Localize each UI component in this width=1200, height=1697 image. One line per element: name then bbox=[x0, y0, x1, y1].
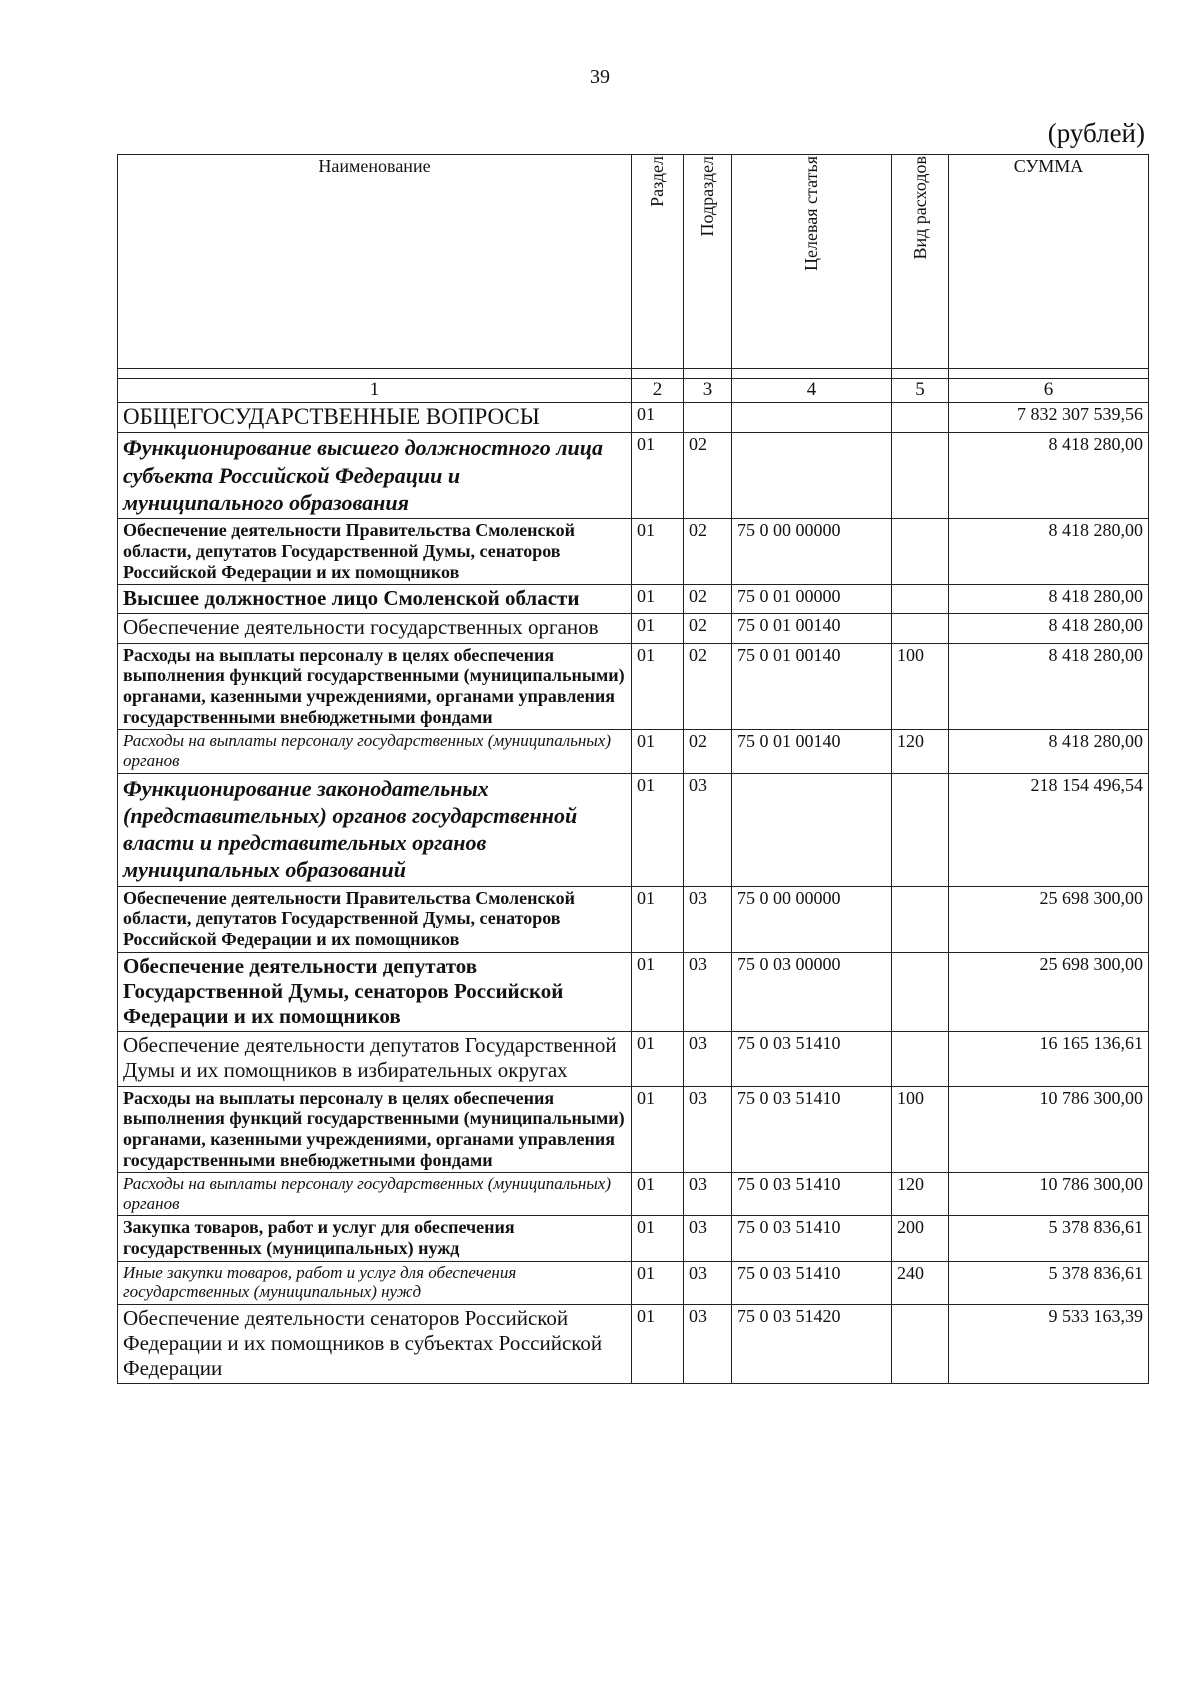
row-name: Обеспечение деятельности Правительства Смоленской области, депутатов Государственной Думы, сенаторов Российской Федерации и их помощников bbox=[118, 519, 632, 585]
row-sum: 25 698 300,00 bbox=[949, 952, 1149, 1032]
table-row bbox=[118, 1304, 1149, 1384]
row-expense-type: 100 bbox=[892, 643, 949, 730]
row-sum: 25 698 300,00 bbox=[949, 886, 1149, 952]
row-section: 01 bbox=[632, 730, 684, 773]
row-expense-type bbox=[892, 1032, 949, 1086]
row-expense-type bbox=[892, 886, 949, 952]
row-section: 01 bbox=[632, 614, 684, 643]
row-target-article: 75 0 03 51410 bbox=[732, 1261, 892, 1304]
column-number: 2 bbox=[632, 379, 684, 403]
row-subsection: 02 bbox=[684, 519, 732, 585]
row-target-article: 75 0 01 00140 bbox=[732, 614, 892, 643]
row-name: Обеспечение деятельности Правительства Смоленской области, депутатов Государственной Думы, сенаторов Российской Федерации и их помощников bbox=[118, 886, 632, 952]
row-target-article: 75 0 03 51410 bbox=[732, 1086, 892, 1173]
row-expense-type: 200 bbox=[892, 1216, 949, 1261]
row-subsection: 03 bbox=[684, 886, 732, 952]
row-section: 01 bbox=[632, 1304, 684, 1384]
row-expense-type bbox=[892, 952, 949, 1032]
row-target-article bbox=[732, 433, 892, 519]
column-number: 1 bbox=[118, 379, 632, 403]
header-expense-type bbox=[892, 155, 949, 369]
row-name: Высшее должностное лицо Смоленской области bbox=[118, 585, 632, 614]
row-name: Расходы на выплаты персоналу государственных (муниципальных) органов bbox=[118, 1173, 632, 1216]
row-target-article bbox=[732, 773, 892, 886]
row-expense-type bbox=[892, 433, 949, 519]
row-section: 01 bbox=[632, 403, 684, 433]
table-row bbox=[118, 403, 1149, 433]
table-row bbox=[118, 1086, 1149, 1173]
row-subsection: 03 bbox=[684, 773, 732, 886]
row-subsection: 03 bbox=[684, 1086, 732, 1173]
row-section: 01 bbox=[632, 1216, 684, 1261]
row-section: 01 bbox=[632, 1086, 684, 1173]
row-target-article: 75 0 01 00000 bbox=[732, 585, 892, 614]
row-sum: 10 786 300,00 bbox=[949, 1173, 1149, 1216]
row-subsection: 02 bbox=[684, 585, 732, 614]
header-section-label: Раздел bbox=[647, 156, 667, 207]
row-name: ОБЩЕГОСУДАРСТВЕННЫЕ ВОПРОСЫ bbox=[118, 403, 632, 433]
table-body bbox=[118, 403, 1149, 1384]
table-row bbox=[118, 1032, 1149, 1086]
row-subsection bbox=[684, 403, 732, 433]
table-row bbox=[118, 643, 1149, 730]
row-target-article: 75 0 03 00000 bbox=[732, 952, 892, 1032]
units-label: (рублей) bbox=[1047, 118, 1145, 148]
row-target-article: 75 0 03 51410 bbox=[732, 1216, 892, 1261]
row-target-article bbox=[732, 403, 892, 433]
row-section: 01 bbox=[632, 1261, 684, 1304]
budget-table bbox=[117, 154, 1149, 1384]
row-section: 01 bbox=[632, 519, 684, 585]
header-gap bbox=[118, 369, 1149, 379]
column-number: 4 bbox=[732, 379, 892, 403]
row-sum: 9 533 163,39 bbox=[949, 1304, 1149, 1384]
row-subsection: 02 bbox=[684, 614, 732, 643]
page-number: 39 bbox=[590, 66, 610, 88]
row-expense-type: 240 bbox=[892, 1261, 949, 1304]
row-subsection: 03 bbox=[684, 1304, 732, 1384]
header-subsection bbox=[684, 155, 732, 369]
row-subsection: 02 bbox=[684, 433, 732, 519]
row-expense-type bbox=[892, 1304, 949, 1384]
row-name: Расходы на выплаты персоналу в целях обеспечения выполнения функций государственными (муниципальными) органами, казенными учреждениями, органами управления государственными внебюджетными фондами bbox=[118, 643, 632, 730]
row-section: 01 bbox=[632, 433, 684, 519]
column-number-row bbox=[118, 379, 1149, 403]
row-target-article: 75 0 03 51410 bbox=[732, 1032, 892, 1086]
row-target-article: 75 0 03 51410 bbox=[732, 1173, 892, 1216]
row-name: Функционирование законодательных (представительных) органов государственной власти и представительных органов муниципальных образований bbox=[118, 773, 632, 886]
row-target-article: 75 0 01 00140 bbox=[732, 730, 892, 773]
table-row bbox=[118, 773, 1149, 886]
column-number: 3 bbox=[684, 379, 732, 403]
row-sum: 5 378 836,61 bbox=[949, 1261, 1149, 1304]
table-row bbox=[118, 886, 1149, 952]
row-name: Расходы на выплаты персоналу в целях обеспечения выполнения функций государственными (муниципальными) органами, казенными учреждениями, органами управления государственными внебюджетными фондами bbox=[118, 1086, 632, 1173]
row-subsection: 03 bbox=[684, 1032, 732, 1086]
row-section: 01 bbox=[632, 585, 684, 614]
header-subsection-label: Подраздел bbox=[697, 156, 717, 237]
row-name: Обеспечение деятельности депутатов Государственной Думы и их помощников в избирательных округах bbox=[118, 1032, 632, 1086]
header-name: Наименование bbox=[118, 155, 632, 369]
row-sum: 8 418 280,00 bbox=[949, 433, 1149, 519]
row-section: 01 bbox=[632, 886, 684, 952]
table-row bbox=[118, 614, 1149, 643]
row-sum: 8 418 280,00 bbox=[949, 614, 1149, 643]
row-section: 01 bbox=[632, 643, 684, 730]
header-target-article-label: Целевая статья bbox=[801, 156, 821, 271]
table-row bbox=[118, 952, 1149, 1032]
table-row bbox=[118, 1261, 1149, 1304]
row-name: Иные закупки товаров, работ и услуг для обеспечения государственных (муниципальных) нужд bbox=[118, 1261, 632, 1304]
row-expense-type bbox=[892, 403, 949, 433]
row-section: 01 bbox=[632, 1032, 684, 1086]
row-sum: 8 418 280,00 bbox=[949, 585, 1149, 614]
header-target-article bbox=[732, 155, 892, 369]
row-sum: 8 418 280,00 bbox=[949, 730, 1149, 773]
row-section: 01 bbox=[632, 773, 684, 886]
row-expense-type: 100 bbox=[892, 1086, 949, 1173]
row-expense-type: 120 bbox=[892, 1173, 949, 1216]
header-row bbox=[118, 155, 1149, 369]
row-name: Обеспечение деятельности депутатов Государственной Думы, сенаторов Российской Федерации и их помощников bbox=[118, 952, 632, 1032]
row-name: Обеспечение деятельности сенаторов Российской Федерации и их помощников в субъектах Российской Федерации bbox=[118, 1304, 632, 1384]
row-target-article: 75 0 01 00140 bbox=[732, 643, 892, 730]
column-number: 5 bbox=[892, 379, 949, 403]
row-target-article: 75 0 00 00000 bbox=[732, 519, 892, 585]
row-name: Закупка товаров, работ и услуг для обеспечения государственных (муниципальных) нужд bbox=[118, 1216, 632, 1261]
row-sum: 5 378 836,61 bbox=[949, 1216, 1149, 1261]
row-subsection: 02 bbox=[684, 730, 732, 773]
row-expense-type bbox=[892, 519, 949, 585]
row-expense-type: 120 bbox=[892, 730, 949, 773]
row-sum: 218 154 496,54 bbox=[949, 773, 1149, 886]
table-row bbox=[118, 519, 1149, 585]
row-name: Функционирование высшего должностного лица субъекта Российской Федерации и муниципального образования bbox=[118, 433, 632, 519]
row-target-article: 75 0 00 00000 bbox=[732, 886, 892, 952]
column-number: 6 bbox=[949, 379, 1149, 403]
row-name: Обеспечение деятельности государственных органов bbox=[118, 614, 632, 643]
row-sum: 8 418 280,00 bbox=[949, 643, 1149, 730]
row-subsection: 03 bbox=[684, 952, 732, 1032]
table-row bbox=[118, 433, 1149, 519]
row-section: 01 bbox=[632, 1173, 684, 1216]
row-expense-type bbox=[892, 585, 949, 614]
row-sum: 8 418 280,00 bbox=[949, 519, 1149, 585]
table-row bbox=[118, 1216, 1149, 1261]
row-expense-type bbox=[892, 614, 949, 643]
row-sum: 10 786 300,00 bbox=[949, 1086, 1149, 1173]
table-row bbox=[118, 730, 1149, 773]
row-subsection: 03 bbox=[684, 1173, 732, 1216]
row-subsection: 02 bbox=[684, 643, 732, 730]
header-section bbox=[632, 155, 684, 369]
table-row bbox=[118, 585, 1149, 614]
row-sum: 7 832 307 539,56 bbox=[949, 403, 1149, 433]
row-expense-type bbox=[892, 773, 949, 886]
row-subsection: 03 bbox=[684, 1261, 732, 1304]
row-section: 01 bbox=[632, 952, 684, 1032]
row-name: Расходы на выплаты персоналу государственных (муниципальных) органов bbox=[118, 730, 632, 773]
row-target-article: 75 0 03 51420 bbox=[732, 1304, 892, 1384]
header-expense-type-label: Вид расходов bbox=[909, 156, 930, 260]
row-subsection: 03 bbox=[684, 1216, 732, 1261]
table-row bbox=[118, 1173, 1149, 1216]
row-sum: 16 165 136,61 bbox=[949, 1032, 1149, 1086]
header-sum: СУММА bbox=[949, 155, 1149, 369]
